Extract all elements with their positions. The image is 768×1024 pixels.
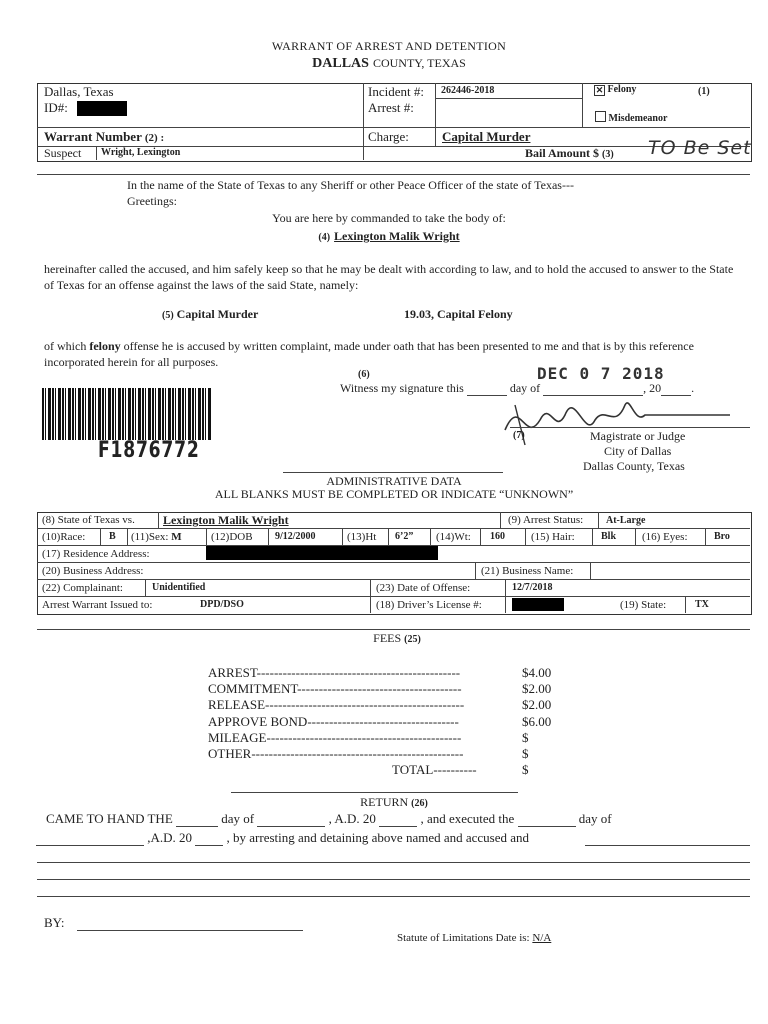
date-stamp: DEC 0 7 2018 <box>537 364 665 383</box>
location: Dallas, Texas <box>44 84 114 99</box>
by-label: BY: <box>44 915 65 930</box>
barcode <box>42 388 212 440</box>
incident-value: 262446-2018 <box>441 85 495 96</box>
statute-line: 19.03, Capital Felony <box>404 307 513 321</box>
fee-row-amount: $4.00 <box>522 665 552 680</box>
witness-num: (6) <box>358 369 370 380</box>
arrest-label: Arrest #: <box>368 100 414 115</box>
fee-row-amount: $ <box>522 746 529 761</box>
offense-date-label: (23) Date of Offense: <box>376 582 471 594</box>
complainant-label: (22) Complainant: <box>42 582 123 594</box>
fee-row-label: APPROVE BOND----------------------------------- <box>208 713 459 729</box>
weight-value: 160 <box>490 531 505 542</box>
return-line-1: CAME TO HAND THE day of , A.D. 20 , and executed the day of <box>46 811 612 826</box>
witness-line: Witness my signature this day of , 20 . <box>340 381 695 395</box>
felony-checkbox[interactable]: ✕ Felony <box>595 84 637 95</box>
fee-row-amount: $2.00 <box>522 681 552 697</box>
offense-line: (5) Capital Murder <box>162 307 259 321</box>
redacted-drivers-license <box>512 598 564 611</box>
redacted-id <box>77 101 127 116</box>
fee-row-amount: $2.00 <box>522 697 552 713</box>
residence-label: (17) Residence Address: <box>42 548 150 560</box>
offense-date-value: 12/7/2018 <box>512 582 553 593</box>
fees-total-amount: $ <box>522 762 529 777</box>
id-label: ID#: <box>44 100 68 115</box>
hair-value: Blk <box>601 531 617 542</box>
fees-total-label: TOTAL---------- <box>392 762 477 777</box>
bail-handwritten: TO Be Set <box>648 137 752 159</box>
fee-row-label: MILEAGE--------------------------------------------- <box>208 729 462 745</box>
race-value: B <box>109 531 116 542</box>
warrant-number-label: Warrant Number (2) : <box>44 129 165 144</box>
sex-label: (11)Sex: M <box>131 531 182 543</box>
city-label: City of Dallas <box>604 444 672 458</box>
dob-label: (12)DOB <box>211 531 253 543</box>
business-address-label: (20) Business Address: <box>42 565 144 577</box>
magistrate-label: Magistrate or Judge <box>590 429 686 443</box>
eyes-value: Bro <box>714 531 730 542</box>
return-line-2: ,A.D. 20 , by arresting and detaining above named and accused and <box>36 830 529 846</box>
state-vs-label: (8) State of Texas vs. <box>42 514 135 526</box>
charge-label: Charge: <box>368 129 409 144</box>
intro-text: In the name of the State of Texas to any Sheriff or other Peace Officer of the state of Texas--- <box>127 178 574 192</box>
fee-row-label: OTHER------------------------------------------------- <box>208 746 464 761</box>
hair-label: (15) Hair: <box>531 531 575 543</box>
barcode-number: F1876772 <box>98 438 200 463</box>
issued-to-value: DPD/DSO <box>200 599 244 610</box>
command-text: You are here by commanded to take the body of: <box>272 211 506 225</box>
misdemeanor-checkbox[interactable]: Misdemeanor <box>595 111 667 124</box>
drivers-license-label: (18) Driver’s License #: <box>376 599 482 611</box>
incident-label: Incident #: <box>368 84 424 99</box>
fee-row-amount: $ <box>522 729 529 745</box>
arrest-status-value: At-Large <box>606 515 646 526</box>
admin-title: ADMINISTRATIVE DATA <box>326 474 462 488</box>
fee-row-label: ARREST----------------------------------------------- <box>208 665 461 680</box>
suspect-value: Wright, Lexington <box>101 147 181 158</box>
accused-line: (4) Lexington Malik Wright <box>318 229 460 243</box>
arrest-status-label: (9) Arrest Status: <box>508 514 584 526</box>
eyes-label: (16) Eyes: <box>642 531 688 543</box>
redacted-residence <box>206 546 438 560</box>
fee-row-amount: $6.00 <box>522 713 552 729</box>
of-which-text: of which felony offense he is accused by written complaint, made under oath that has been presented to me and that is by this reference incorporated herein for all purposes. <box>44 339 694 369</box>
signature-num: (7) <box>513 430 525 441</box>
issued-to-label: Arrest Warrant Issued to: <box>42 599 153 611</box>
admin-subtitle: ALL BLANKS MUST BE COMPLETED OR INDICATE “UNKNOWN” <box>214 487 574 501</box>
charge-value: Capital Murder <box>442 129 531 144</box>
state19-label: (19) State: <box>620 599 667 611</box>
height-value: 6’2” <box>395 531 414 542</box>
fees-title: FEES (25) <box>373 631 421 645</box>
greetings: Greetings: <box>127 194 177 208</box>
bail-amount-label: Bail Amount $ (3) <box>525 146 614 160</box>
defendant-name: Lexington Malik Wright <box>163 513 289 527</box>
dob-value: 9/12/2000 <box>275 531 316 542</box>
county-label: Dallas County, Texas <box>583 459 685 473</box>
fee-row-label: RELEASE---------------------------------------------- <box>208 697 465 713</box>
state19-value: TX <box>695 599 709 610</box>
fee-row-label: COMMITMENT-------------------------------------- <box>208 681 462 697</box>
statute-of-limitations: Statute of Limitations Date is: N/A <box>397 932 552 944</box>
height-label: (13)Ht <box>347 531 377 543</box>
page-title: WARRANT OF ARREST AND DETENTION <box>271 39 507 53</box>
return-title: RETURN (26) <box>360 795 428 809</box>
county-heading: DALLAS COUNTY, TEXAS <box>312 56 466 71</box>
felony-num: (1) <box>698 86 710 97</box>
weight-label: (14)Wt: <box>436 531 471 543</box>
race-label: (10)Race: <box>42 531 86 543</box>
complainant-value: Unidentified <box>152 582 206 593</box>
hereinafter-text: hereinafter called the accused, and him safely keep so that he may be dealt with according to law, and to hold the accused to answer to the State of Texas for an offense against the laws of the said State, namely: <box>44 262 734 292</box>
suspect-label: Suspect <box>44 146 82 160</box>
business-name-label: (21) Business Name: <box>481 565 574 577</box>
